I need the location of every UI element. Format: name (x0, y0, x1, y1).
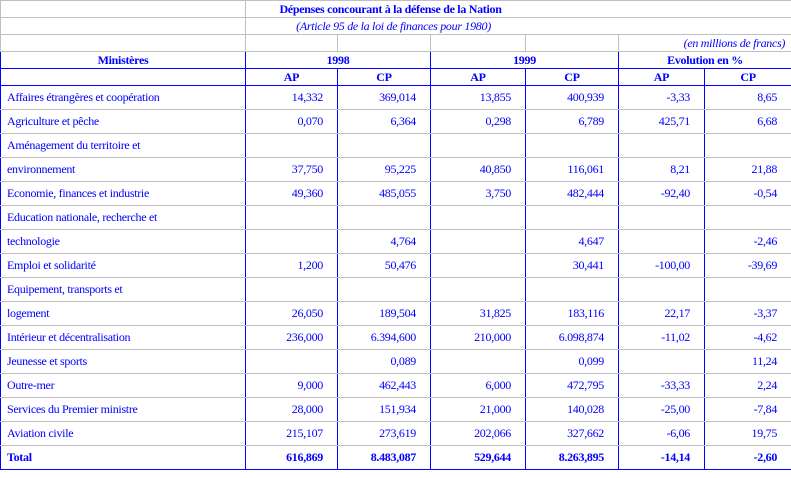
value-cell: -7,84 (705, 398, 791, 422)
value-cell: 273,619 (338, 422, 431, 446)
value-cell: 425,71 (619, 110, 705, 134)
value-cell (705, 278, 791, 302)
value-cell (431, 350, 526, 374)
value-cell: 50,476 (338, 254, 431, 278)
table-row (1, 374, 791, 398)
value-cell: -92,40 (619, 182, 705, 206)
value-cell (431, 254, 526, 278)
value-cell: 19,75 (705, 422, 791, 446)
value-cell (619, 206, 705, 230)
header-ap: AP (431, 69, 526, 86)
table-row (1, 302, 791, 326)
value-cell (619, 278, 705, 302)
table-row (1, 206, 791, 230)
value-cell: -33,33 (619, 374, 705, 398)
value-cell (431, 278, 526, 302)
value-cell: 462,443 (338, 374, 431, 398)
ministry-label: Aménagement du territoire et (1, 134, 246, 158)
value-cell: 485,055 (338, 182, 431, 206)
ministry-label: Outre-mer (1, 374, 246, 398)
value-cell: -2,60 (705, 446, 791, 470)
value-cell: 6,68 (705, 110, 791, 134)
header-1998: 1998 (246, 52, 431, 69)
value-cell: -11,02 (619, 326, 705, 350)
value-cell: -14,14 (619, 446, 705, 470)
value-cell: 2,24 (705, 374, 791, 398)
value-cell: 0,099 (526, 350, 619, 374)
value-cell: 8.483,087 (338, 446, 431, 470)
value-cell: 4,764 (338, 230, 431, 254)
value-cell (619, 230, 705, 254)
header-ap: AP (246, 69, 338, 86)
value-cell (619, 350, 705, 374)
value-cell: -39,69 (705, 254, 791, 278)
value-cell: -3,37 (705, 302, 791, 326)
value-cell: 0,298 (431, 110, 526, 134)
table-title: Dépenses concourant à la défense de la Nation (246, 1, 791, 18)
value-cell: 14,332 (246, 86, 338, 110)
table-row (1, 350, 791, 374)
value-cell: 0,070 (246, 110, 338, 134)
value-cell: 529,644 (431, 446, 526, 470)
value-cell (246, 278, 338, 302)
value-cell: 3,750 (431, 182, 526, 206)
value-cell: 49,360 (246, 182, 338, 206)
value-cell: 236,000 (246, 326, 338, 350)
header-1999: 1999 (431, 52, 619, 69)
value-cell (705, 206, 791, 230)
table-row (1, 230, 791, 254)
value-cell (246, 134, 338, 158)
value-cell: 8.263,895 (526, 446, 619, 470)
value-cell: 189,504 (338, 302, 431, 326)
value-cell (526, 278, 619, 302)
value-cell: 400,939 (526, 86, 619, 110)
header-evolution: Evolution en % (619, 52, 791, 69)
table-row (1, 278, 791, 302)
ministry-label: Emploi et solidarité (1, 254, 246, 278)
table-row (1, 110, 791, 134)
value-cell: 26,050 (246, 302, 338, 326)
ministry-label: technologie (1, 230, 246, 254)
table-row (1, 326, 791, 350)
ministry-label: Affaires étrangères et coopération (1, 86, 246, 110)
value-cell: 21,88 (705, 158, 791, 182)
value-cell: 151,934 (338, 398, 431, 422)
value-cell (431, 134, 526, 158)
value-cell: 6,364 (338, 110, 431, 134)
value-cell: 0,089 (338, 350, 431, 374)
value-cell: 30,441 (526, 254, 619, 278)
ministry-label: Services du Premier ministre (1, 398, 246, 422)
value-cell (338, 134, 431, 158)
value-cell (431, 206, 526, 230)
table-row (1, 398, 791, 422)
value-cell: 4,647 (526, 230, 619, 254)
value-cell: 6.098,874 (526, 326, 619, 350)
value-cell: 210,000 (431, 326, 526, 350)
ministry-label: Agriculture et pêche (1, 110, 246, 134)
value-cell: -6,06 (619, 422, 705, 446)
table-row (1, 422, 791, 446)
value-cell: 1,200 (246, 254, 338, 278)
value-cell: 482,444 (526, 182, 619, 206)
total-row (1, 446, 791, 470)
value-cell: -100,00 (619, 254, 705, 278)
ministry-label: Equipement, transports et (1, 278, 246, 302)
table-row (1, 86, 791, 110)
value-cell (705, 134, 791, 158)
value-cell: 40,850 (431, 158, 526, 182)
value-cell: 183,116 (526, 302, 619, 326)
value-cell: 116,061 (526, 158, 619, 182)
value-cell (246, 230, 338, 254)
value-cell (338, 278, 431, 302)
value-cell: 202,066 (431, 422, 526, 446)
value-cell (431, 230, 526, 254)
value-cell (526, 206, 619, 230)
ministry-label: Aviation civile (1, 422, 246, 446)
value-cell: 327,662 (526, 422, 619, 446)
value-cell: -3,33 (619, 86, 705, 110)
value-cell: 28,000 (246, 398, 338, 422)
value-cell: 11,24 (705, 350, 791, 374)
ministry-label: Total (1, 446, 246, 470)
value-cell (246, 206, 338, 230)
value-cell: 369,014 (338, 86, 431, 110)
value-cell: 6,789 (526, 110, 619, 134)
table-row (1, 158, 791, 182)
ministry-label: Intérieur et décentralisation (1, 326, 246, 350)
value-cell: 13,855 (431, 86, 526, 110)
ministry-label: environnement (1, 158, 246, 182)
value-cell: 140,028 (526, 398, 619, 422)
value-cell: 215,107 (246, 422, 338, 446)
units-label: (en millions de francs) (619, 35, 791, 52)
value-cell: -4,62 (705, 326, 791, 350)
value-cell: 8,21 (619, 158, 705, 182)
header-ap: AP (619, 69, 705, 86)
value-cell (246, 350, 338, 374)
table-subtitle: (Article 95 de la loi de finances pour 1980) (246, 18, 791, 35)
value-cell: 31,825 (431, 302, 526, 326)
value-cell: 37,750 (246, 158, 338, 182)
value-cell: 21,000 (431, 398, 526, 422)
value-cell: 616,869 (246, 446, 338, 470)
value-cell (619, 134, 705, 158)
value-cell: 6,000 (431, 374, 526, 398)
value-cell: 22,17 (619, 302, 705, 326)
value-cell: -25,00 (619, 398, 705, 422)
table-row (1, 254, 791, 278)
ministry-label: Economie, finances et industrie (1, 182, 246, 206)
value-cell: 6.394,600 (338, 326, 431, 350)
value-cell: 472,795 (526, 374, 619, 398)
header-cp: CP (338, 69, 431, 86)
header-cp: CP (705, 69, 791, 86)
value-cell (338, 206, 431, 230)
value-cell (526, 134, 619, 158)
ministry-label: Jeunesse et sports (1, 350, 246, 374)
header-cp: CP (526, 69, 619, 86)
value-cell: 8,65 (705, 86, 791, 110)
header-ministeres: Ministères (1, 52, 246, 69)
ministry-label: Education nationale, recherche et (1, 206, 246, 230)
table-row (1, 182, 791, 206)
ministry-label: logement (1, 302, 246, 326)
value-cell: 95,225 (338, 158, 431, 182)
value-cell: -2,46 (705, 230, 791, 254)
table-row (1, 134, 791, 158)
value-cell: -0,54 (705, 182, 791, 206)
value-cell: 9,000 (246, 374, 338, 398)
